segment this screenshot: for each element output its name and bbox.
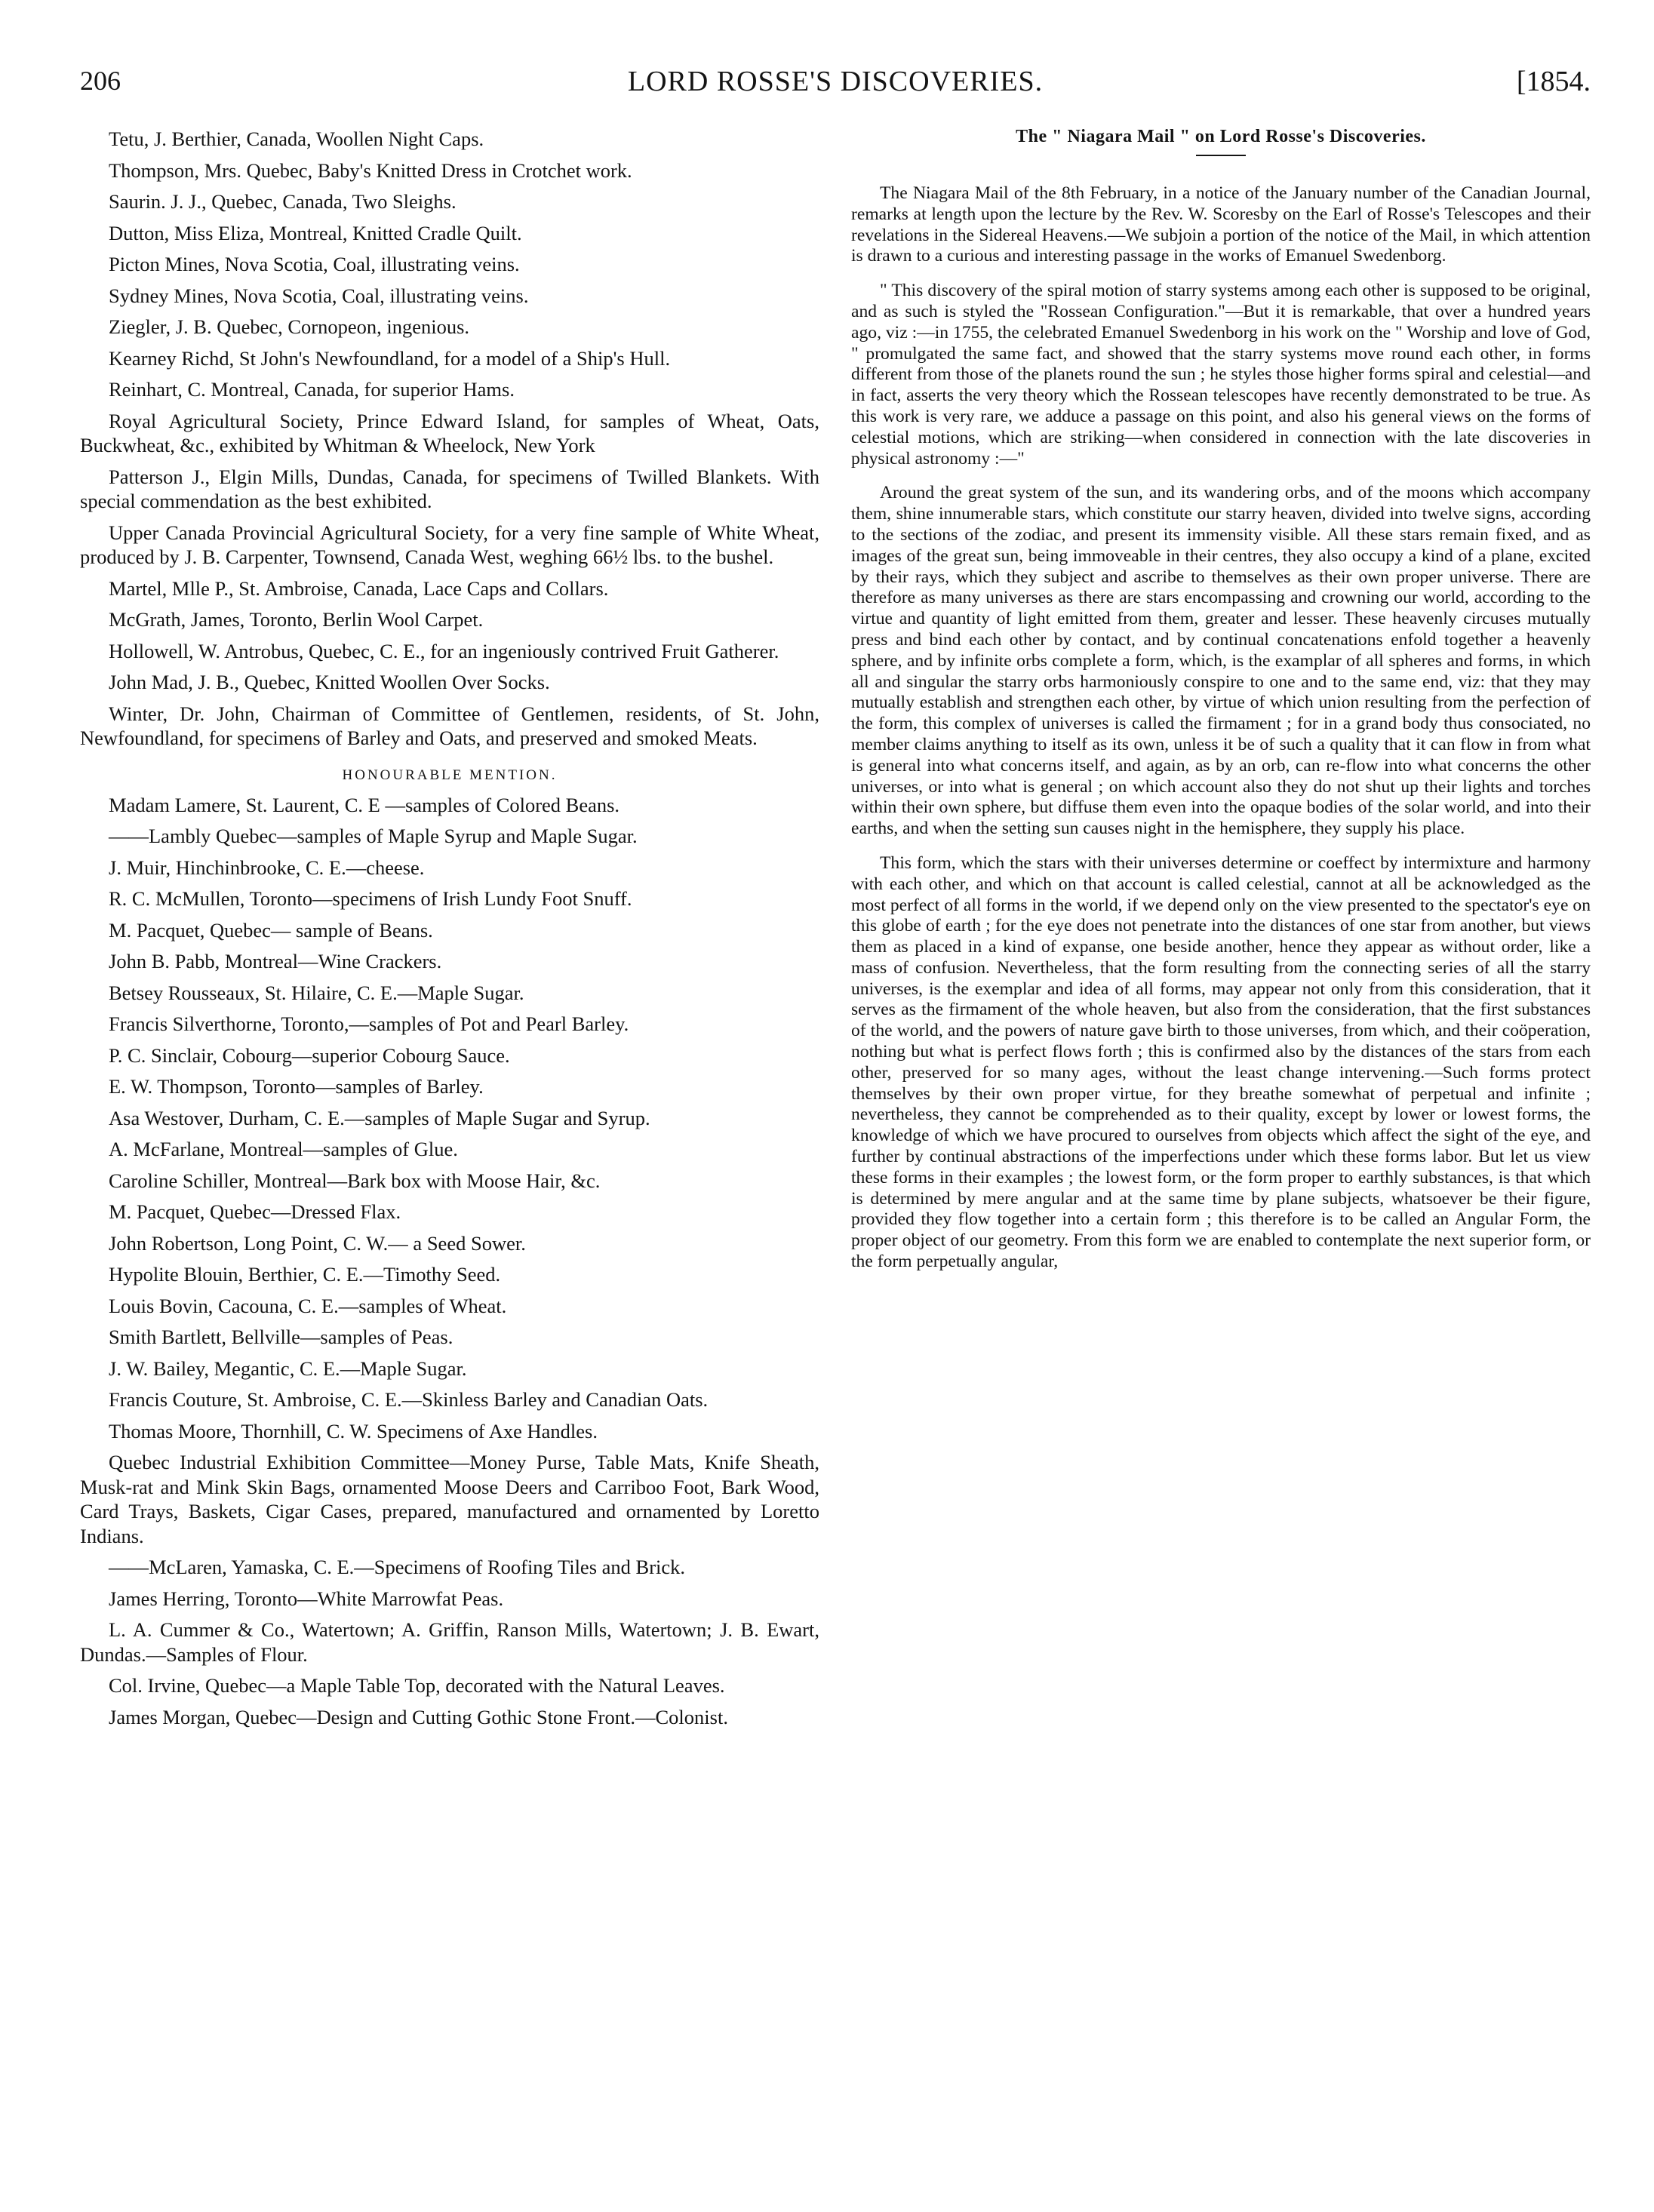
list-item: L. A. Cummer & Co., Watertown; A. Griffin, Ranson Mills, Watertown; J. B. Ewart, Dundas.—Samples of Flour.	[80, 1618, 819, 1666]
list-item: Francis Couture, St. Ambroise, C. E.—Skinless Barley and Canadian Oats.	[109, 1388, 709, 1411]
list-item: M. Pacquet, Quebec— sample of Beans.	[109, 918, 433, 942]
award-list	[80, 127, 819, 751]
running-title: LORD ROSSE'S DISCOVERIES.	[627, 66, 1044, 97]
list-item: J. W. Bailey, Megantic, C. E.—Maple Sugar.	[109, 1356, 467, 1380]
article-body	[851, 183, 1591, 1273]
article-paragraph: This form, which the stars with their universes determine or coeffect by intermixture and harmony with each other, and which on that account is called celestial, cannot at all be acknowledged as the most perfect of all forms in the world, if we depend only on the view presented to the spectator's eye on this globe of earth ; for the eye does not penetrate into the distances of one star from another, but views them as placed in a kind of expanse, one beside another, hence they appear as without order, like a mass of confusion. Nevertheless, that the form resulting from the connecting series of all the starry universes, is the exemplar and idea of all forms, may appear not only from this consideration, that it serves as the firmament of the whole heaven, but also from the consideration, that the first substances of the world, and the powers of nature gave birth to those universes, from which, and their coöperation, nothing but what is perfect flows forth ; this is confirmed also by the distances of the stars from each other, preserved for so many ages, without the least change intervening.—Such forms protect themselves by their own proper virtue, for they breathe somewhat of perpetual and infinite ; nevertheless, they cannot be comprehended as to their quality, except by lower or lowest forms, the knowledge of which we have procured to ourselves from objects which affect the sight of the eye, and further by continual abstractions of the imperfections under which these forms labor. But let us view these forms in their examples ; the lowest form, or the form proper to earthly substances, is that which is determined by mere angular and at the same time by plane subjects, whatsoever be their figure, provided they flow together into a certain form ; this therefore is to be called an Angular Form, the proper object of our geometry. From this form we are enabled to contemplate the next superior form, or the form perpetually angular,	[851, 853, 1591, 1272]
list-item: ——Lambly Quebec—samples of Maple Syrup and Maple Sugar.	[109, 825, 638, 847]
list-item: Thomas Moore, Thornhill, C. W. Specimens of Axe Handles.	[109, 1419, 598, 1442]
list-item: James Herring, Toronto—White Marrowfat Peas.	[109, 1587, 504, 1610]
list-item: John Mad, J. B., Quebec, Knitted Woollen Over Socks.	[109, 671, 550, 693]
list-item: Martel, Mlle P., St. Ambroise, Canada, Lace Caps and Collars.	[109, 576, 609, 600]
list-item: P. C. Sinclair, Cobourg—superior Cobourg Sauce.	[109, 1043, 510, 1067]
title-rule	[1196, 155, 1246, 156]
article-title: The " Niagara Mail " on Lord Rosse's Discoveries.	[1016, 127, 1426, 146]
list-item: Betsey Rousseaux, St. Hilaire, C. E.—Maple Sugar.	[109, 981, 524, 1004]
list-item: John Robertson, Long Point, C. W.— a Seed Sower.	[109, 1231, 526, 1255]
article-paragraph: " This discovery of the spiral motion of starry systems among each other is supposed to be original, and as such is styled the "Rossean Configuration."—But it is remarkable, that over a hundred years ago, viz :—in 1755, the celebrated Emanuel Swedenborg in his work on the " Worship and love of God, " promulgated the same fact, and showed that the starry systems move round each other, in forms different from those of the planets round the sun ; he styles those higher forms spiral and celestial—and in fact, asserts the very theory which the Rossean telescopes have recently demonstrated to be true. As this work is very rare, we adduce a passage on this point, and also his general views on the forms of celestial motions, which are striking—when considered in connection with the late discoveries in physical astronomy :—"	[851, 281, 1591, 469]
list-item: Ziegler, J. B. Quebec, Cornopeon, ingenious.	[109, 315, 470, 338]
list-item: Quebec Industrial Exhibition Committee—Money Purse, Table Mats, Knife Sheath, Musk-rat and Mink Skin Bags, ornamented Moose Deers and Carriboo Foot, Bark Wood, Card Trays, Baskets, Cigar Cases, prepared, manufactured and ornamented by Loretto Indians.	[80, 1451, 819, 1547]
list-item: Louis Bovin, Cacouna, C. E.—samples of Wheat.	[109, 1294, 507, 1317]
page-number: 206	[80, 66, 121, 96]
left-column	[80, 127, 819, 1736]
list-item: Hypolite Blouin, Berthier, C. E.—Timothy Seed.	[109, 1263, 501, 1286]
list-item: James Morgan, Quebec—Design and Cutting Gothic Stone Front.—Colonist.	[109, 1705, 728, 1728]
list-item: J. Muir, Hinchinbrooke, C. E.—cheese.	[109, 856, 425, 879]
article-paragraph: The Niagara Mail of the 8th February, in a notice of the January number of the Canadian Journal, remarks at length upon the lecture by the Rev. W. Scoresby on the Earl of Rosse's Telescopes and their revelations in the Sidereal Heavens.—We subjoin a portion of the notice of the Mail, in which attention is drawn to a curious and interesting passage in the works of Emanuel Swedenborg.	[851, 183, 1591, 266]
list-item: Saurin. J. J., Quebec, Canada, Two Sleighs.	[109, 190, 457, 213]
list-item: Thompson, Mrs. Quebec, Baby's Knitted Dress in Crotchet work.	[109, 158, 632, 182]
list-item: Madam Lamere, St. Laurent, C. E —samples of Colored Beans.	[109, 793, 620, 816]
list-item: Tetu, J. Berthier, Canada, Woollen Night Caps.	[109, 127, 484, 150]
list-item: Sydney Mines, Nova Scotia, Coal, illustrating veins.	[109, 284, 529, 307]
list-item: R. C. McMullen, Toronto—specimens of Irish Lundy Foot Snuff.	[109, 887, 632, 910]
list-item: Royal Agricultural Society, Prince Edward Island, for samples of Wheat, Oats, Buckwheat, &c., exhibited by Whitman & Wheelock, New York	[80, 409, 819, 456]
list-item: Picton Mines, Nova Scotia, Coal, illustrating veins.	[109, 253, 520, 275]
list-item: Kearney Richd, St John's Newfoundland, for a model of a Ship's Hull.	[109, 346, 671, 370]
page-header	[80, 65, 1591, 118]
list-item: Upper Canada Provincial Agricultural Society, for a very fine sample of White Wheat, produced by J. B. Carpenter, Townsend, Canada West, weghing 66½ lbs. to the bushel.	[80, 521, 819, 568]
list-item: Winter, Dr. John, Chairman of Committee of Gentlemen, residents, of St. John, Newfoundland, for specimens of Barley and Oats, and preserved and smoked Meats.	[80, 702, 819, 749]
list-item: Hollowell, W. Antrobus, Quebec, C. E., for an ingeniously contrived Fruit Gatherer.	[109, 639, 779, 662]
list-item: McGrath, James, Toronto, Berlin Wool Carpet.	[109, 608, 484, 631]
header-year: [1854.	[1516, 66, 1591, 97]
right-column	[851, 127, 1591, 1736]
list-item: Francis Silverthorne, Toronto,—samples of Pot and Pearl Barley.	[109, 1012, 629, 1035]
list-item: E. W. Thompson, Toronto—samples of Barley.	[109, 1075, 484, 1098]
honourable-mention-list	[80, 793, 819, 1730]
list-item: ——McLaren, Yamaska, C. E.—Specimens of Roofing Tiles and Brick.	[109, 1556, 686, 1578]
list-item: Col. Irvine, Quebec—a Maple Table Top, decorated with the Natural Leaves.	[109, 1674, 725, 1697]
list-item: M. Pacquet, Quebec—Dressed Flax.	[109, 1200, 401, 1223]
list-item: Dutton, Miss Eliza, Montreal, Knitted Cradle Quilt.	[109, 221, 522, 244]
two-column-body	[80, 127, 1591, 1736]
list-item: Reinhart, C. Montreal, Canada, for superior Hams.	[109, 378, 515, 401]
list-item: Asa Westover, Durham, C. E.—samples of Maple Sugar and Syrup.	[109, 1106, 650, 1129]
article-paragraph: Around the great system of the sun, and its wandering orbs, and of the moons which accompany them, shine innumerable stars, which constitute our starry heaven, divided into twelve signs, according to the sections of the zodiac, and present its immensity visible. All these stars remain fixed, and as images of the great sun, being immoveable in their centres, they also occupy a kind of a plane, excited by their rays, which they subject and ascribe to themselves as their own proper universe. There are therefore as many universes as there are stars encompassing and crowning our world, according to the virtue and quantity of light emitted from them, greater and lesser. These heavenly circuses mutually press and bind each other by contact, and by continual concatenations enfold together a heavenly sphere, and by infinite orbs complete a form, which, is the examplar of all spheres and forms, in which all and singular the starry orbs harmoniously conspire to one and to the same end, viz: that they may mutually establish and strengthen each other, by virtue of which union resulting from the perfection of the form, this complex of universes is called the firmament ; for in a grand body thus consociated, no member claims anything to itself as its own, unless it be of such a quality that it can flow in from what is general into what concerns itself, and again, as by an orb, can re-flow into what concerns the other universes, or into what is general ; on which account also they do not shut up their lights and torches within their own sphere, but diffuse them even into the opaque bodies of the solar world, and into their earths, and when the setting sun causes night in the hemisphere, they supply his place.	[851, 483, 1591, 839]
list-item: John B. Pabb, Montreal—Wine Crackers.	[109, 950, 442, 972]
honourable-mention-heading: HONOURABLE MENTION.	[342, 767, 558, 783]
list-item: Smith Bartlett, Bellville—samples of Peas.	[109, 1326, 453, 1348]
list-item: A. McFarlane, Montreal—samples of Glue.	[109, 1138, 458, 1160]
list-item: Patterson J., Elgin Mills, Dundas, Canada, for specimens of Twilled Blankets. With special commendation as the best exhibited.	[80, 465, 819, 512]
list-item: Caroline Schiller, Montreal—Bark box with Moose Hair, &c.	[109, 1169, 601, 1192]
